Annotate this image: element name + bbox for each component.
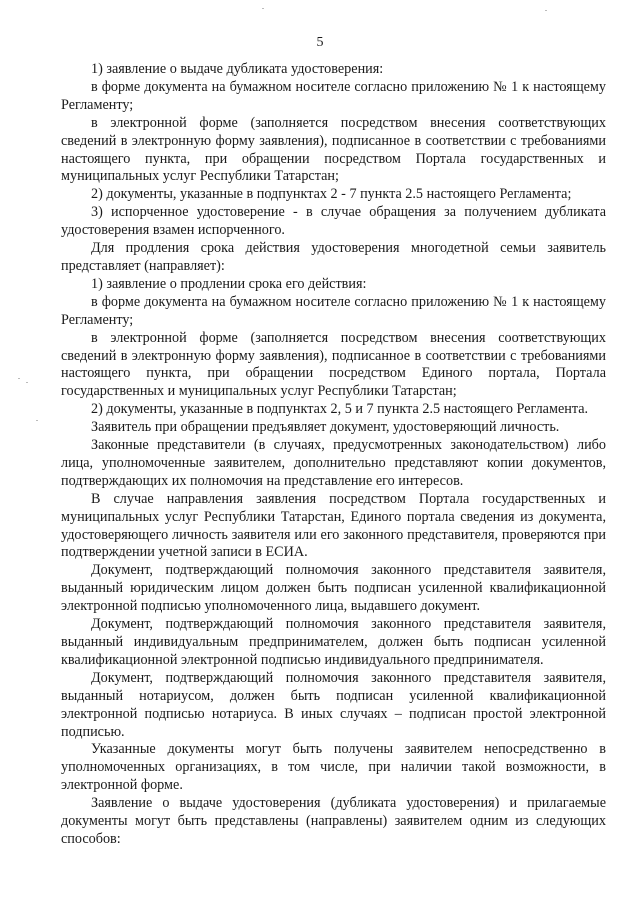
page-number: 5	[316, 35, 324, 50]
paragraph-9: в электронной форме (заполняется посредством внесения соответствующих сведений в электронную форму заявления), подписанное в соответствии с требованиями настоящего пункта, при обращении посредством Единого портала, Портала государственных и муниципальных услуг Республики Татарстан;	[61, 329, 606, 400]
paragraph-8: в форме документа на бумажном носителе согласно приложению № 1 к настоящему Регламенту;	[61, 293, 606, 328]
paragraph-5: 3) испорченное удостоверение - в случае обращения за получением дубликата удостоверения взамен испорченного.	[61, 204, 606, 239]
paragraph-3: в электронной форме (заполняется посредством внесения соответствующих сведений в электронную форму заявления), подписанное в соответствии с требованиями настоящего пункта, при обращении посредством Портала государственных и муниципальных услуг Республики Татарстан;	[61, 114, 606, 185]
paragraph-12: Законные представители (в случаях, предусмотренных законодательством) либо лица, уполномоченные заявителем, дополнительно представляют копии документов, подтверждающих их полномочия на представление его интересов.	[61, 437, 606, 489]
scan-artifact	[18, 378, 20, 379]
scan-artifact	[262, 8, 264, 9]
paragraph-10: 2) документы, указанные в подпунктах 2, 5 и 7 пункта 2.5 настоящего Регламента.	[91, 401, 589, 418]
scan-artifact	[26, 382, 28, 383]
scan-artifact	[545, 10, 547, 11]
paragraph-16: Документ, подтверждающий полномочия законного представителя заявителя, выданный нотариусом, должен быть подписан усиленной квалификационной электронной подписью нотариуса. В иных случаях – подписан простой электронной подписью.	[61, 669, 606, 740]
paragraph-4: 2) документы, указанные в подпунктах 2 - 7 пункта 2.5 настоящего Регламента;	[91, 186, 572, 203]
paragraph-18: Заявление о выдаче удостоверения (дубликата удостоверения) и прилагаемые документы могут быть представлены (направлены) заявителем одним из следующих способов:	[61, 795, 606, 847]
paragraph-11: Заявитель при обращении предъявляет документ, удостоверяющий личность.	[91, 419, 560, 436]
paragraph-1: 1) заявление о выдаче дубликата удостоверения:	[91, 61, 384, 77]
paragraph-17: Указанные документы могут быть получены заявителем непосредственно в уполномоченных организациях, в том числе, при наличии такой возможности, в электронной форме.	[61, 741, 606, 794]
scan-artifact	[36, 420, 38, 421]
paragraph-6: Для продления срока действия удостоверения многодетной семьи заявитель представляет (направляет):	[61, 240, 606, 274]
paragraph-14: Документ, подтверждающий полномочия законного представителя заявителя, выданный юридическим лицом должен быть подписан усиленной квалификационной электронной подписью уполномоченного лица, выдавшего документ.	[61, 562, 606, 615]
paragraph-7: 1) заявление о продлении срока его действия:	[91, 275, 367, 292]
paragraph-13: В случае направления заявления посредством Портала государственных и муниципальных услуг Республики Татарстан, Единого портала сведения из документа, удостоверяющего личность заявителя или его законного представителя, проверяются при подтверждении учетной записи в ЕСИА.	[61, 490, 606, 561]
paragraph-2: в форме документа на бумажном носителе согласно приложению № 1 к настоящему Регламенту;	[61, 78, 606, 113]
paragraph-15: Документ, подтверждающий полномочия законного представителя заявителя, выданный индивидуальным предпринимателем, должен быть подписан усиленной квалификационной электронной подписью индивидуального предпринимателя.	[61, 616, 606, 668]
document-body	[61, 61, 606, 849]
